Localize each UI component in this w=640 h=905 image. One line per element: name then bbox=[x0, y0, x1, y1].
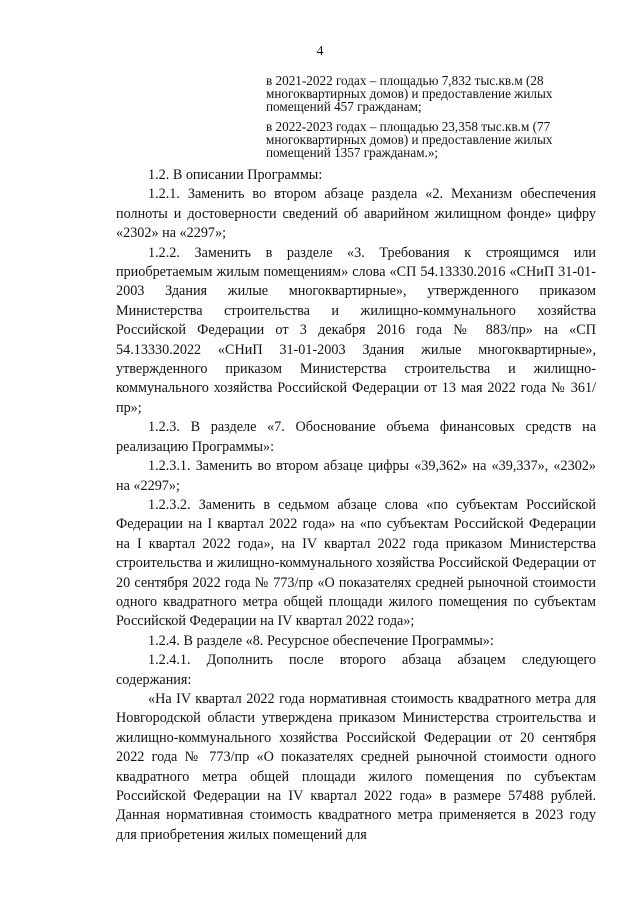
paragraph-1-2-2: 1.2.2. Заменить в разделе «3. Требования к строящимся или приобретаемым жилым помещениям» слова «СП 54.13330.2016 «СНиП 31-01-2003 Здания жилые многоквартирные», утвержденного приказом Министерства строительства и жилищно-коммунального хозяйства Российской Федерации от 3 декабря 2016 года № 883/пр» на «СП 54.13330.2022 «СНиП 31-01-2003 Здания жилые многоквартирные», утвержденного приказом Министерства строительства и жилищно-коммунального хозяйства Российской Федерации от 13 мая 2022 года № 361/пр»; bbox=[116, 244, 596, 416]
paragraph-1-2-3-1: 1.2.3.1. Заменить во втором абзаце цифры «39,362» на «39,337», «2302» на «2297»; bbox=[116, 458, 596, 494]
paragraph-1-2-4: 1.2.4. В разделе «8. Ресурсное обеспечение Программы»: bbox=[148, 632, 494, 649]
paragraph-new-text: «На IV квартал 2022 года нормативная стоимость квадратного метра для Новгородской области утверждена приказом Министерства строительства и жилищно-коммунального хозяйства Российской Федерации от 20 сентября 2022 года № 773/пр «О показателях средней рыночной стоимости одного квадратного метра общей площади жилого помещения по субъектам Российской Федерации на IV квартал 2022 года» в размере 57488 рублей. Данная нормативная стоимость квадратного метра применяется в 2023 году для приобретения жилых помещений для bbox=[116, 690, 596, 843]
page-number: 4 bbox=[316, 44, 324, 59]
quoted-results-block bbox=[266, 74, 566, 166]
paragraph-1-2: 1.2. В описании Программы: bbox=[148, 167, 323, 183]
paragraph-1-2-3: 1.2.3. В разделе «7. Обоснование объема финансовых средств на реализацию Программы»: bbox=[116, 419, 596, 455]
result-item-2021-2022: в 2021-2022 годах – площадью 7,832 тыс.кв.м (28 многоквартирных домов) и предоставление жилых помещений 457 гражданам; bbox=[266, 73, 553, 114]
document-body bbox=[116, 166, 596, 845]
paragraph-1-2-3-2: 1.2.3.2. Заменить в седьмом абзаце слова «по субъектам Российской Федерации на I квартал 2022 года» на «по субъектам Российской Федерации на I квартал 2022 года», на IV квартал 2022 года приказом Министерства строительства и жилищно-коммунального хозяйства Российской Федерации от 20 сентября 2022 года № 773/пр «О показателях средней рыночной стоимости одного квадратного метра общей площади жилого помещения по субъектам Российской Федерации на IV квартал 2022 года»; bbox=[116, 496, 596, 630]
paragraph-1-2-4-1: 1.2.4.1. Дополнить после второго абзаца абзацем следующего содержания: bbox=[116, 652, 596, 688]
result-item-2022-2023: в 2022-2023 годах – площадью 23,358 тыс.кв.м (77 многоквартирных домов) и предоставление жилых помещений 1357 гражданам.»; bbox=[266, 119, 553, 160]
paragraph-1-2-1: 1.2.1. Заменить во втором абзаце раздела «2. Механизм обеспечения полноты и достоверности сведений об аварийном жилищном фонде» цифру «2302» на «2297»; bbox=[116, 186, 596, 242]
